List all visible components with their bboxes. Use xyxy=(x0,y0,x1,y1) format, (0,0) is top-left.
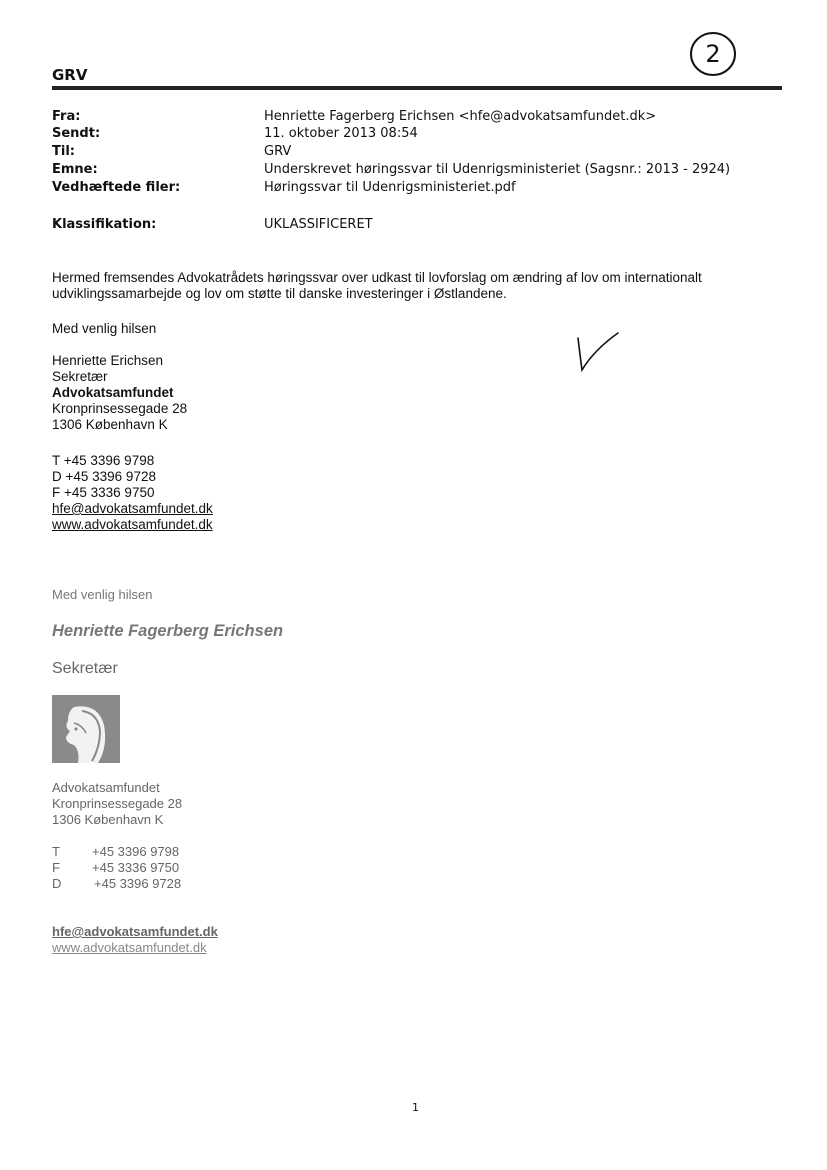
signature-email-link[interactable]: hfe@advokatsamfundet.dk xyxy=(52,924,218,939)
sent-label: Sendt: xyxy=(52,126,101,141)
body-title: Sekretær xyxy=(52,369,108,384)
body-line-2: udviklingssamarbejde og lov om støtte til danske investeringer i Østlandene. xyxy=(52,286,507,301)
signature-name: Henriette Fagerberg Erichsen xyxy=(52,622,284,640)
handwritten-checkmark-icon xyxy=(574,330,624,375)
body-name: Henriette Erichsen xyxy=(52,353,164,368)
attachments-value[interactable]: Høringssvar til Udenrigsministeriet.pdf xyxy=(264,180,516,195)
signature-d-label: D xyxy=(52,876,62,891)
from-label: Fra: xyxy=(52,109,81,124)
signature-web-link[interactable]: www.advokatsamfundet.dk xyxy=(52,940,207,955)
subject-label: Emne: xyxy=(52,162,98,177)
body-street: Kronprinsessegade 28 xyxy=(52,401,188,416)
signature-f-value: +45 3336 9750 xyxy=(92,860,180,875)
classification-value: UKLASSIFICERET xyxy=(264,217,373,232)
classification-label: Klassifikation: xyxy=(52,217,157,232)
body-line-1: Hermed fremsendes Advokatrådets høringssvar over udkast til lovforslag om ændring af lov om internationalt xyxy=(52,270,702,285)
header-title: GRV xyxy=(52,66,88,84)
to-value: GRV xyxy=(264,144,292,159)
signature-d-value: +45 3396 9728 xyxy=(94,876,182,891)
sent-value: 11. oktober 2013 08:54 xyxy=(264,126,418,141)
signature-street: Kronprinsessegade 28 xyxy=(52,796,183,811)
signature-f-label: F xyxy=(52,860,60,875)
signature-greeting: Med venlig hilsen xyxy=(52,587,153,602)
helmet-head-icon xyxy=(52,695,120,763)
body-phone-t: T +45 3396 9798 xyxy=(52,453,155,468)
subject-value: Underskrevet høringssvar til Udenrigsministeriet (Sagsnr.: 2013 - 2924) xyxy=(264,162,731,177)
body-greeting: Med venlig hilsen xyxy=(52,321,157,336)
from-value: Henriette Fagerberg Erichsen <hfe@advokatsamfundet.dk> xyxy=(264,109,657,124)
signature-t-value: +45 3396 9798 xyxy=(92,844,180,859)
body-phone-f: F +45 3336 9750 xyxy=(52,485,155,500)
attachments-label: Vedhæftede filer: xyxy=(52,180,181,195)
signature-title: Sekretær xyxy=(52,660,118,677)
handwritten-circled-number xyxy=(688,28,738,78)
header-rule xyxy=(52,86,782,90)
body-phone-d: D +45 3396 9728 xyxy=(52,469,156,484)
handwritten-number: 2 xyxy=(705,40,721,68)
page-number: 1 xyxy=(412,1101,419,1114)
advokatsamfundet-logo xyxy=(52,695,120,763)
body-web-link[interactable]: www.advokatsamfundet.dk xyxy=(52,517,213,532)
body-org: Advokatsamfundet xyxy=(52,385,174,400)
body-city: 1306 København K xyxy=(52,417,168,432)
signature-org: Advokatsamfundet xyxy=(52,780,160,795)
signature-city: 1306 København K xyxy=(52,812,164,827)
to-label: Til: xyxy=(52,144,75,159)
signature-t-label: T xyxy=(52,844,60,859)
body-email-link[interactable]: hfe@advokatsamfundet.dk xyxy=(52,501,213,516)
